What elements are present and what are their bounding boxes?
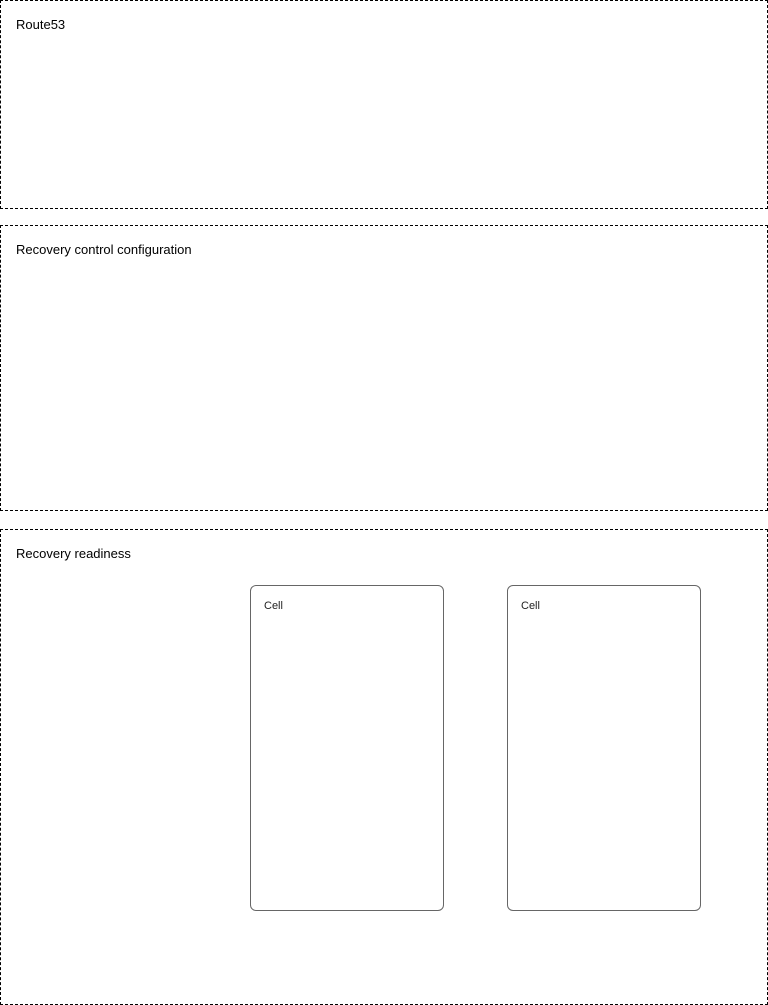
cell-box-2 xyxy=(507,585,701,911)
recovery-readiness-group xyxy=(0,529,768,1005)
recovery-control-configuration-label: Recovery control configuration xyxy=(16,242,192,257)
recovery-readiness-label: Recovery readiness xyxy=(16,546,131,561)
cell-label: Cell xyxy=(264,600,283,612)
route53-label: Route53 xyxy=(16,17,66,32)
cell-box-1 xyxy=(250,585,444,911)
cell-label: Cell xyxy=(521,600,540,612)
recovery-control-configuration-group xyxy=(0,225,768,511)
route53-group xyxy=(0,0,768,209)
